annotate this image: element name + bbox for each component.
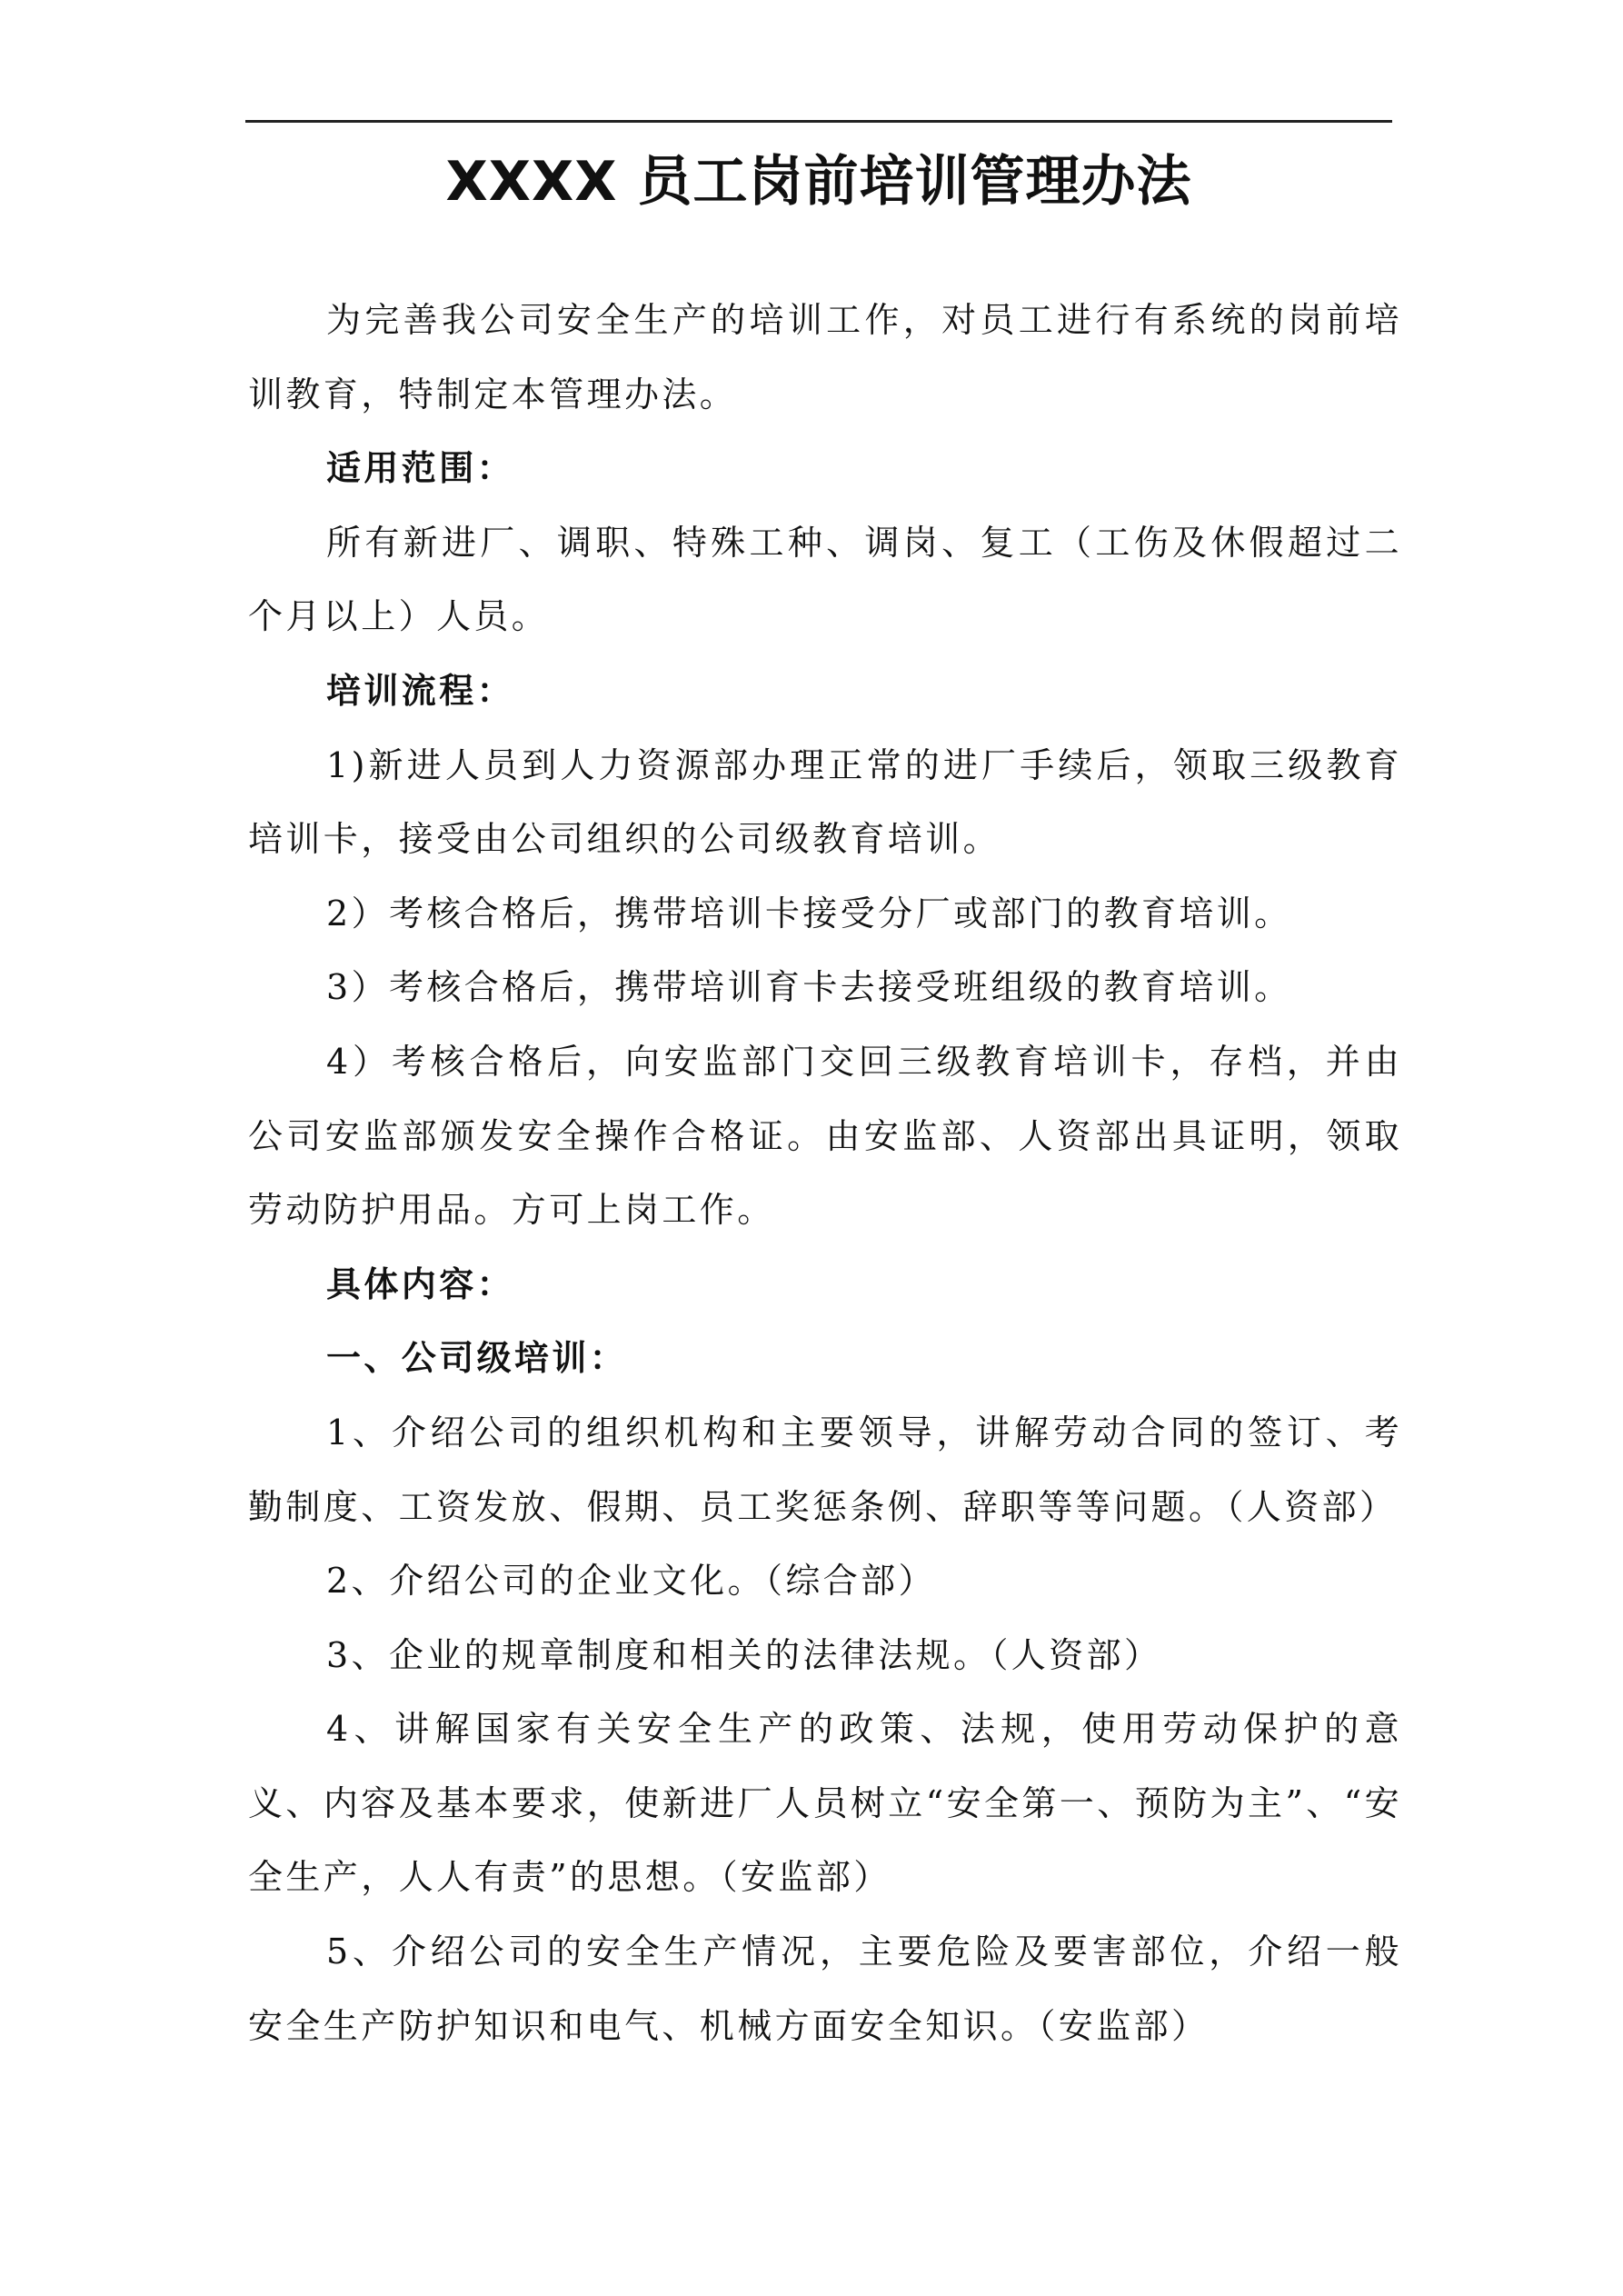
company-item-5: 5、介绍公司的安全生产情况，主要危险及要害部位，介绍一般安全生产防护知识和电气、机械方面安全知识。（安监部） (248, 1932, 1402, 2046)
scope-heading: 适用范围： (326, 448, 515, 489)
company-item-4: 4、讲解国家有关安全生产的政策、法规，使用劳动保护的意义、内容及基本要求，使新进厂人员树立“安全第一、预防为主”、“安全生产，人人有责”的思想。（安监部） (248, 1709, 1402, 1898)
company-level-heading: 一、公司级培训： (326, 1338, 628, 1379)
company-item-1: 1、介绍公司的组织机构和主要领导，讲解劳动合同的签订、考勤制度、工资发放、假期、员工奖惩条例、辞职等等问题。（人资部） (248, 1412, 1402, 1527)
company-item-3: 3、企业的规章制度和相关的法律法规。（人资部） (326, 1634, 1162, 1675)
process-heading: 培训流程： (326, 670, 515, 711)
scope-paragraph: 所有新进厂、调职、特殊工种、调岗、复工（工伤及休假超过二个月以上）人员。 (248, 522, 1402, 637)
intro-paragraph: 为完善我公司安全生产的培训工作，对员工进行有系统的岗前培训教育，特制定本管理办法。 (248, 300, 1402, 414)
company-item-2: 2、介绍公司的企业文化。（综合部） (326, 1561, 936, 1602)
process-step-1: 1)新进人员到人力资源部办理正常的进厂手续后，领取三级教育培训卡，接受由公司组织的公司级教育培训。 (248, 744, 1402, 860)
process-step-4: 4）考核合格后，向安监部门交回三级教育培训卡，存档，并由公司安监部颁发安全操作合格证。由安监部、人资部出具证明，领取劳动防护用品。方可上岗工作。 (248, 1041, 1402, 1231)
process-step-2: 2）考核合格后，携带培训卡接受分厂或部门的教育培训。 (326, 893, 1292, 933)
header-rule (245, 120, 1392, 123)
document-title: XXXX 员工岗前培训管理办法 (445, 150, 1192, 214)
process-step-3: 3）考核合格后，携带培训育卡去接受班组级的教育培训。 (326, 967, 1292, 1008)
content-heading: 具体内容： (326, 1263, 515, 1304)
document-body (248, 284, 1402, 2063)
